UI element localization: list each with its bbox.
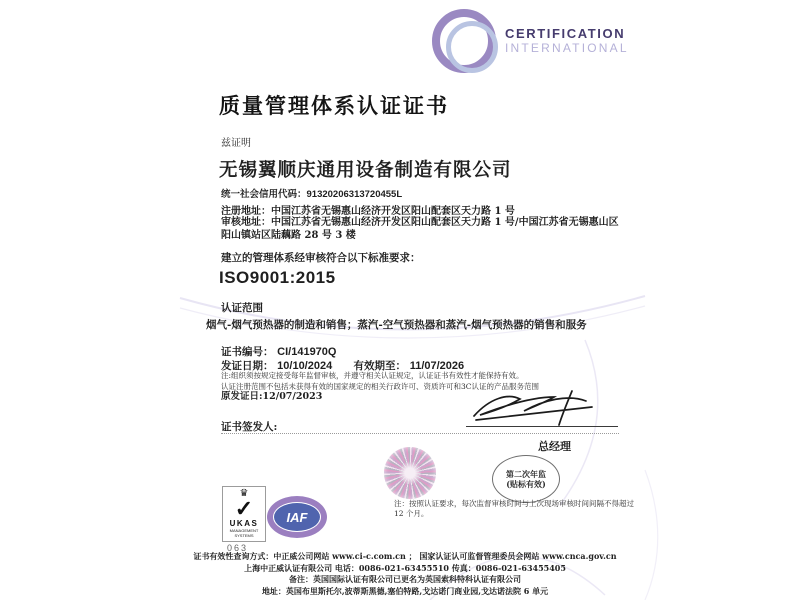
ci-logo-inner-ring-icon — [446, 21, 498, 73]
iaf-logo — [267, 496, 327, 538]
certificate-title: 质量管理体系认证证书 — [219, 93, 449, 118]
issue-date-value: 10/10/2024 — [277, 360, 333, 372]
signer-label: 证书签发人: — [221, 421, 278, 433]
crown-icon: ♛ — [239, 488, 249, 499]
footer — [186, 551, 624, 597]
surveillance-stamp — [492, 455, 560, 503]
ukas-logo — [222, 486, 266, 542]
ukas-label: UKAS — [229, 519, 259, 528]
audit-address: 审核地址：中国江苏省无锡惠山经济开发区阳山配套区天力路 1 号/中国江苏省无锡惠山区阳山镇站区陆藕路 28 号 3 楼 — [221, 217, 619, 241]
ukas-sublabel: MANAGEMENT SYSTEMS — [229, 528, 259, 538]
issue-date-label: 发证日期： — [221, 360, 274, 372]
scope-label: 认证范围 — [221, 302, 263, 314]
footer-line-2: 上海中正威认证有限公司 电话：0086-021-63455510 传真：0086-021-63455405 — [244, 562, 566, 573]
ci-logo-international-text: INTERNATIONAL — [505, 41, 629, 55]
standard-code: ISO9001:2015 — [219, 268, 336, 287]
credit-code-label: 统一社会信用代码： — [221, 189, 307, 200]
cert-note-2: 认证注册范围不包括未获得有效的国家规定的相关行政许可、资质许可和3C认证的产品服务范围 — [221, 382, 540, 391]
surveillance-line-2: (贴标有效) — [506, 479, 546, 489]
guilloche-stamp-icon — [384, 447, 436, 499]
company-name: 无锡翼顺庆通用设备制造有限公司 — [219, 160, 512, 181]
cert-number-value: CI/141970Q — [277, 346, 337, 358]
signature-line — [466, 426, 618, 427]
signature-handwriting — [466, 388, 622, 428]
footer-line-1: 证书有效性查询方式：中正威公司网站 www.ci-c.com.cn ； 国家认证认可监督管理委员会网站 www.cnca.gov.cn — [193, 551, 617, 561]
cert-note-1: 注:组织须按规定接受每年监督审核，并遵守相关认证规定，认证证书有效性才能保持有效。 — [221, 371, 524, 380]
cert-number-label: 证书编号： — [221, 346, 274, 358]
signer-dotted-line — [221, 433, 619, 434]
cert-number-line — [221, 344, 336, 359]
registered-address: 注册地址：中国江苏省无锡惠山经济开发区阳山配套区天力路 1 号 — [221, 206, 515, 217]
surveillance-line-1: 第二次年监 — [506, 469, 546, 479]
surveillance-note: 注：按照认证要求，每次监督审核时间与上次现场审核时间间隔不得超过 12 个月。 — [394, 499, 634, 518]
signer-title: 总经理 — [538, 440, 571, 453]
expiry-label: 有效期至： — [353, 360, 407, 372]
ci-logo-certification-text: CERTIFICATION — [505, 26, 626, 41]
signature-stroke — [474, 391, 592, 425]
ukas-number: 063 — [227, 543, 249, 553]
original-issue-date: 原发证日:12/07/2023 — [221, 391, 323, 402]
credit-code-value: 91320206313720455L — [306, 189, 403, 200]
credit-code-line — [221, 186, 402, 200]
footer-line-3: 备注：英国国际认证有限公司已更名为英国索科特科认证有限公司 — [289, 574, 521, 584]
expiry-value: 11/07/2026 — [409, 360, 465, 372]
scope-text: 烟气-烟气预热器的制造和销售；蒸汽-空气预热器和蒸汽-烟气预热器的销售和服务 — [206, 319, 587, 331]
standard-statement: 建立的管理体系经审核符合以下标准要求： — [221, 252, 421, 264]
checkmark-icon: ✓ — [234, 496, 254, 522]
iaf-inner-oval — [273, 502, 321, 532]
iaf-label: IAF — [286, 509, 308, 525]
footer-line-4: 地址：英国布里斯托尔,波蒂斯黑德,塞伯特路,戈达诺门商业园,戈达诺法院 6 单元 — [261, 585, 549, 596]
certify-intro: 兹证明 — [221, 138, 251, 149]
